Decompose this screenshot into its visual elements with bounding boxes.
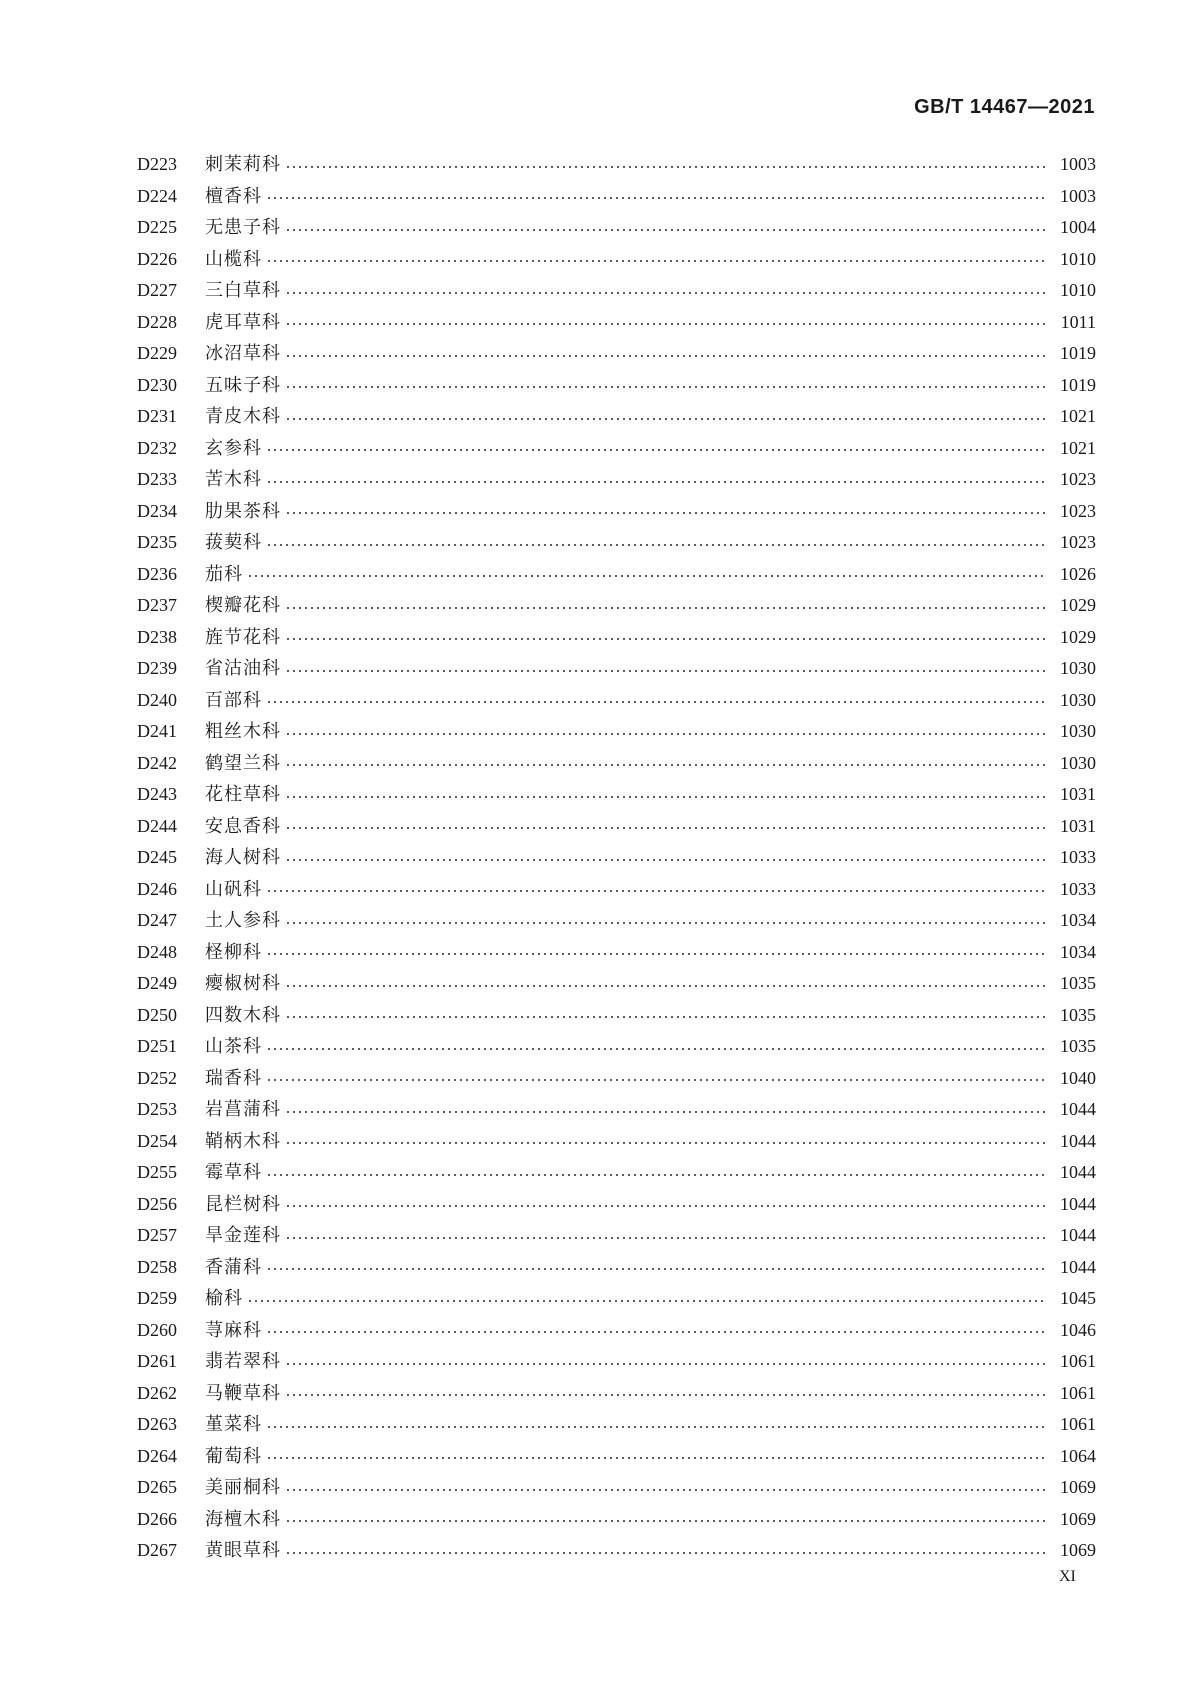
- toc-entry[interactable]: [137, 905, 1096, 937]
- toc-dot-leader: [285, 1520, 1046, 1522]
- toc-entry-code: D244: [137, 815, 177, 836]
- standard-code-header: GB/T 14467—2021: [914, 96, 1095, 118]
- toc-entry-code: D261: [137, 1351, 177, 1371]
- toc-dot-leader: [285, 1142, 1046, 1144]
- toc-dot-leader: [266, 449, 1046, 451]
- toc-entry-code: D254: [137, 1130, 177, 1151]
- toc-entry[interactable]: [137, 1535, 1096, 1567]
- toc-dot-leader: [285, 1016, 1046, 1018]
- toc-entry-code: D236: [137, 563, 177, 584]
- toc-dot-leader: [266, 1174, 1046, 1176]
- toc-entry-title: 黄眼草科: [205, 1540, 281, 1561]
- toc-dot-leader: [266, 481, 1046, 483]
- toc-entry-page: 1040: [1060, 1067, 1096, 1088]
- toc-entry[interactable]: [137, 527, 1096, 559]
- toc-entry[interactable]: [137, 244, 1096, 276]
- toc-entry-code: D246: [137, 878, 177, 899]
- toc-entry-title: 山茶科: [205, 1036, 262, 1057]
- toc-entry-code: D241: [137, 721, 177, 741]
- toc-entry-title: 香蒲科: [205, 1256, 262, 1278]
- toc-entry[interactable]: [137, 937, 1096, 969]
- toc-entry-page: 1061: [1060, 1414, 1096, 1434]
- toc-entry-title: 鞘柄木科: [205, 1130, 281, 1152]
- toc-entry-title: 榆科: [205, 1288, 243, 1309]
- toc-entry-title: 青皮木科: [205, 406, 281, 427]
- toc-entry-code: D242: [137, 752, 177, 773]
- toc-entry-code: D226: [137, 248, 177, 269]
- toc-entry[interactable]: [137, 1283, 1096, 1315]
- toc-dot-leader: [285, 1205, 1046, 1207]
- toc-entry-code: D264: [137, 1445, 177, 1466]
- toc-entry-page: 1010: [1060, 280, 1096, 300]
- toc-dot-leader: [285, 512, 1046, 514]
- toc-entry-code: D237: [137, 595, 177, 615]
- toc-dot-leader: [285, 985, 1046, 987]
- toc-dot-leader: [285, 638, 1046, 640]
- toc-entry-code: D235: [137, 532, 177, 552]
- toc-entry-code: D232: [137, 437, 177, 458]
- toc-entry-page: 1044: [1060, 1225, 1096, 1245]
- toc-dot-leader: [285, 166, 1046, 168]
- toc-dot-leader: [285, 670, 1046, 672]
- toc-entry-page: 1034: [1060, 910, 1096, 930]
- toc-entry-title: 瘿椒树科: [205, 973, 281, 994]
- toc-entry[interactable]: [137, 307, 1096, 339]
- toc-dot-leader: [266, 260, 1046, 262]
- toc-dot-leader: [285, 355, 1046, 357]
- toc-entry-code: D256: [137, 1193, 177, 1214]
- toc-entry[interactable]: [137, 212, 1096, 244]
- toc-entry[interactable]: [137, 275, 1096, 307]
- toc-entry[interactable]: [137, 874, 1096, 906]
- toc-entry-title: 茄科: [205, 563, 243, 585]
- toc-entry-page: 1003: [1060, 185, 1096, 206]
- toc-dot-leader: [285, 1111, 1046, 1113]
- toc-entry[interactable]: [137, 559, 1096, 591]
- toc-entry-title: 山矾科: [205, 878, 262, 900]
- toc-entry-title: 翡若翠科: [205, 1351, 281, 1372]
- toc-entry-title: 五味子科: [205, 374, 281, 396]
- toc-dot-leader: [266, 544, 1046, 546]
- toc-entry-title: 旌节花科: [205, 626, 281, 648]
- toc-entry-page: 1030: [1060, 658, 1096, 678]
- toc-entry-code: D257: [137, 1225, 177, 1245]
- toc-dot-leader: [285, 323, 1046, 325]
- toc-entry[interactable]: [137, 338, 1096, 370]
- toc-entry-code: D239: [137, 658, 177, 678]
- toc-entry-page: 1035: [1060, 1004, 1096, 1025]
- toc-entry-title: 省沽油科: [205, 658, 281, 679]
- toc-entry-page: 1045: [1060, 1288, 1096, 1308]
- toc-entry-page: 1003: [1060, 154, 1096, 174]
- toc-entry-page: 1031: [1060, 784, 1096, 804]
- toc-entry-title: 安息香科: [205, 815, 281, 837]
- toc-entry-page: 1010: [1060, 248, 1096, 269]
- toc-entry-page: 1030: [1060, 689, 1096, 710]
- toc-dot-leader: [247, 575, 1046, 577]
- toc-entry[interactable]: [137, 1315, 1096, 1347]
- toc-dot-leader: [285, 827, 1046, 829]
- toc-entry-page: 1030: [1060, 752, 1096, 773]
- toc-entry[interactable]: [137, 968, 1096, 1000]
- toc-entry-title: 刺茉莉科: [205, 154, 281, 175]
- toc-entry[interactable]: [137, 811, 1096, 843]
- toc-entry-title: 霉草科: [205, 1162, 262, 1183]
- toc-entry-page: 1026: [1060, 563, 1096, 584]
- toc-entry-page: 1035: [1060, 973, 1096, 993]
- toc-dot-leader: [285, 229, 1046, 231]
- toc-entry-page: 1021: [1060, 406, 1096, 426]
- toc-dot-leader: [285, 607, 1046, 609]
- toc-dot-leader: [285, 1237, 1046, 1239]
- toc-entry-title: 旱金莲科: [205, 1225, 281, 1246]
- toc-dot-leader: [285, 1552, 1046, 1554]
- toc-dot-leader: [285, 764, 1046, 766]
- toc-entry[interactable]: [137, 1346, 1096, 1378]
- toc-entry-title: 柽柳科: [205, 941, 262, 963]
- toc-entry-code: D252: [137, 1067, 177, 1088]
- toc-entry-page: 1044: [1060, 1099, 1096, 1119]
- toc-entry-page: 1033: [1060, 878, 1096, 899]
- toc-entry-page: 1019: [1060, 343, 1096, 363]
- toc-entry-title: 葡萄科: [205, 1445, 262, 1467]
- page-number: XI: [1059, 1568, 1076, 1585]
- toc-dot-leader: [285, 859, 1046, 861]
- toc-entry-title: 荨麻科: [205, 1319, 262, 1341]
- toc-entry-title: 肋果茶科: [205, 500, 281, 522]
- toc-entry[interactable]: [137, 1441, 1096, 1473]
- toc-entry-code: D250: [137, 1004, 177, 1025]
- toc-entry-title: 无患子科: [205, 217, 281, 238]
- toc-entry-code: D251: [137, 1036, 177, 1056]
- toc-entry-title: 瑞香科: [205, 1067, 262, 1089]
- toc-entry-code: D223: [137, 154, 177, 174]
- toc-entry-page: 1044: [1060, 1193, 1096, 1214]
- toc-entry[interactable]: [137, 401, 1096, 433]
- toc-dot-leader: [266, 1048, 1046, 1050]
- toc-entry-title: 花柱草科: [205, 784, 281, 805]
- toc-entry-title: 四数木科: [205, 1004, 281, 1026]
- toc-dot-leader: [285, 1489, 1046, 1491]
- toc-entry-page: 1029: [1060, 626, 1096, 647]
- toc-entry-code: D260: [137, 1319, 177, 1340]
- toc-entry-page: 1035: [1060, 1036, 1096, 1056]
- table-of-contents: [137, 149, 1096, 1567]
- toc-entry[interactable]: [137, 1504, 1096, 1536]
- toc-dot-leader: [266, 1268, 1046, 1270]
- toc-entry-title: 马鞭草科: [205, 1382, 281, 1404]
- toc-entry-code: D258: [137, 1256, 177, 1277]
- toc-dot-leader: [285, 292, 1046, 294]
- toc-entry-title: 三白草科: [205, 280, 281, 301]
- toc-dot-leader: [285, 796, 1046, 798]
- toc-entry-code: D265: [137, 1477, 177, 1497]
- toc-entry-code: D243: [137, 784, 177, 804]
- toc-entry-code: D248: [137, 941, 177, 962]
- toc-entry-code: D227: [137, 280, 177, 300]
- toc-entry-title: 菝葜科: [205, 532, 262, 553]
- toc-entry-code: D225: [137, 217, 177, 237]
- toc-entry-code: D267: [137, 1540, 177, 1560]
- toc-entry-code: D249: [137, 973, 177, 993]
- toc-entry-code: D259: [137, 1288, 177, 1308]
- toc-entry-title: 堇菜科: [205, 1414, 262, 1435]
- toc-dot-leader: [285, 733, 1046, 735]
- toc-entry-title: 楔瓣花科: [205, 595, 281, 616]
- toc-entry[interactable]: [137, 181, 1096, 213]
- toc-entry[interactable]: [137, 622, 1096, 654]
- toc-dot-leader: [247, 1300, 1046, 1302]
- toc-entry-title: 土人参科: [205, 910, 281, 931]
- toc-entry[interactable]: [137, 1252, 1096, 1284]
- toc-dot-leader: [266, 1457, 1046, 1459]
- toc-entry[interactable]: [137, 464, 1096, 496]
- toc-entry-page: 1044: [1060, 1256, 1096, 1277]
- toc-entry-page: 1033: [1060, 847, 1096, 867]
- toc-entry-code: D234: [137, 500, 177, 521]
- toc-entry-page: 1023: [1060, 500, 1096, 521]
- toc-entry-page: 1061: [1060, 1351, 1096, 1371]
- toc-entry[interactable]: [137, 1063, 1096, 1095]
- toc-entry[interactable]: [137, 1031, 1096, 1063]
- toc-entry-code: D228: [137, 311, 177, 332]
- toc-entry[interactable]: [137, 685, 1096, 717]
- toc-entry[interactable]: [137, 1094, 1096, 1126]
- toc-entry-title: 玄参科: [205, 437, 262, 459]
- toc-entry[interactable]: [137, 1000, 1096, 1032]
- toc-dot-leader: [285, 418, 1046, 420]
- toc-entry-title: 美丽桐科: [205, 1477, 281, 1498]
- toc-entry-page: 1069: [1060, 1540, 1096, 1560]
- toc-entry-page: 1069: [1060, 1477, 1096, 1497]
- toc-entry-page: 1023: [1060, 532, 1096, 552]
- toc-entry-code: D238: [137, 626, 177, 647]
- toc-entry-page: 1034: [1060, 941, 1096, 962]
- toc-dot-leader: [285, 1363, 1046, 1365]
- toc-entry-page: 1011: [1060, 311, 1096, 332]
- toc-entry[interactable]: [137, 433, 1096, 465]
- toc-dot-leader: [266, 953, 1046, 955]
- toc-entry-title: 冰沼草科: [205, 343, 281, 364]
- toc-entry-title: 岩菖蒲科: [205, 1099, 281, 1120]
- toc-entry-page: 1030: [1060, 721, 1096, 741]
- toc-entry-code: D231: [137, 406, 177, 426]
- toc-entry-title: 山榄科: [205, 248, 262, 270]
- toc-entry-code: D266: [137, 1508, 177, 1529]
- toc-entry-code: D240: [137, 689, 177, 710]
- toc-entry-code: D255: [137, 1162, 177, 1182]
- toc-entry[interactable]: [137, 716, 1096, 748]
- toc-entry[interactable]: [137, 1220, 1096, 1252]
- toc-entry-code: D245: [137, 847, 177, 867]
- toc-entry-page: 1044: [1060, 1162, 1096, 1182]
- toc-entry-code: D263: [137, 1414, 177, 1434]
- toc-entry-code: D262: [137, 1382, 177, 1403]
- toc-entry-title: 百部科: [205, 689, 262, 711]
- toc-entry-title: 海人树科: [205, 847, 281, 868]
- toc-entry[interactable]: [137, 779, 1096, 811]
- toc-dot-leader: [266, 1426, 1046, 1428]
- toc-dot-leader: [266, 1079, 1046, 1081]
- toc-entry[interactable]: [137, 1409, 1096, 1441]
- toc-entry[interactable]: [137, 496, 1096, 528]
- toc-entry-code: D224: [137, 185, 177, 206]
- toc-entry-page: 1046: [1060, 1319, 1096, 1340]
- toc-entry-title: 虎耳草科: [205, 311, 281, 333]
- toc-entry-code: D247: [137, 910, 177, 930]
- toc-entry-code: D233: [137, 469, 177, 489]
- toc-entry[interactable]: [137, 653, 1096, 685]
- toc-dot-leader: [266, 1331, 1046, 1333]
- toc-entry-page: 1031: [1060, 815, 1096, 836]
- toc-entry-page: 1021: [1060, 437, 1096, 458]
- toc-entry-page: 1023: [1060, 469, 1096, 489]
- toc-dot-leader: [266, 197, 1046, 199]
- toc-entry-title: 粗丝木科: [205, 721, 281, 742]
- toc-entry-title: 昆栏树科: [205, 1193, 281, 1215]
- toc-entry-code: D230: [137, 374, 177, 395]
- toc-entry[interactable]: [137, 1378, 1096, 1410]
- toc-dot-leader: [285, 922, 1046, 924]
- toc-entry-page: 1004: [1060, 217, 1096, 237]
- toc-entry-title: 苦木科: [205, 469, 262, 490]
- toc-entry[interactable]: [137, 1189, 1096, 1221]
- toc-dot-leader: [285, 1394, 1046, 1396]
- toc-dot-leader: [285, 386, 1046, 388]
- toc-entry-title: 海檀木科: [205, 1508, 281, 1530]
- toc-entry[interactable]: [137, 149, 1096, 181]
- toc-entry[interactable]: [137, 748, 1096, 780]
- toc-entry-page: 1019: [1060, 374, 1096, 395]
- toc-entry[interactable]: [137, 590, 1096, 622]
- toc-dot-leader: [266, 890, 1046, 892]
- toc-entry[interactable]: [137, 1157, 1096, 1189]
- toc-entry-page: 1061: [1060, 1382, 1096, 1403]
- toc-entry[interactable]: [137, 1472, 1096, 1504]
- toc-entry-page: 1069: [1060, 1508, 1096, 1529]
- toc-entry[interactable]: [137, 370, 1096, 402]
- toc-entry-page: 1064: [1060, 1445, 1096, 1466]
- toc-entry-code: D229: [137, 343, 177, 363]
- toc-entry-code: D253: [137, 1099, 177, 1119]
- toc-entry[interactable]: [137, 1126, 1096, 1158]
- toc-entry-title: 檀香科: [205, 185, 262, 207]
- toc-dot-leader: [266, 701, 1046, 703]
- toc-entry-page: 1029: [1060, 595, 1096, 615]
- toc-entry-title: 鹤望兰科: [205, 752, 281, 774]
- toc-entry[interactable]: [137, 842, 1096, 874]
- toc-entry-page: 1044: [1060, 1130, 1096, 1151]
